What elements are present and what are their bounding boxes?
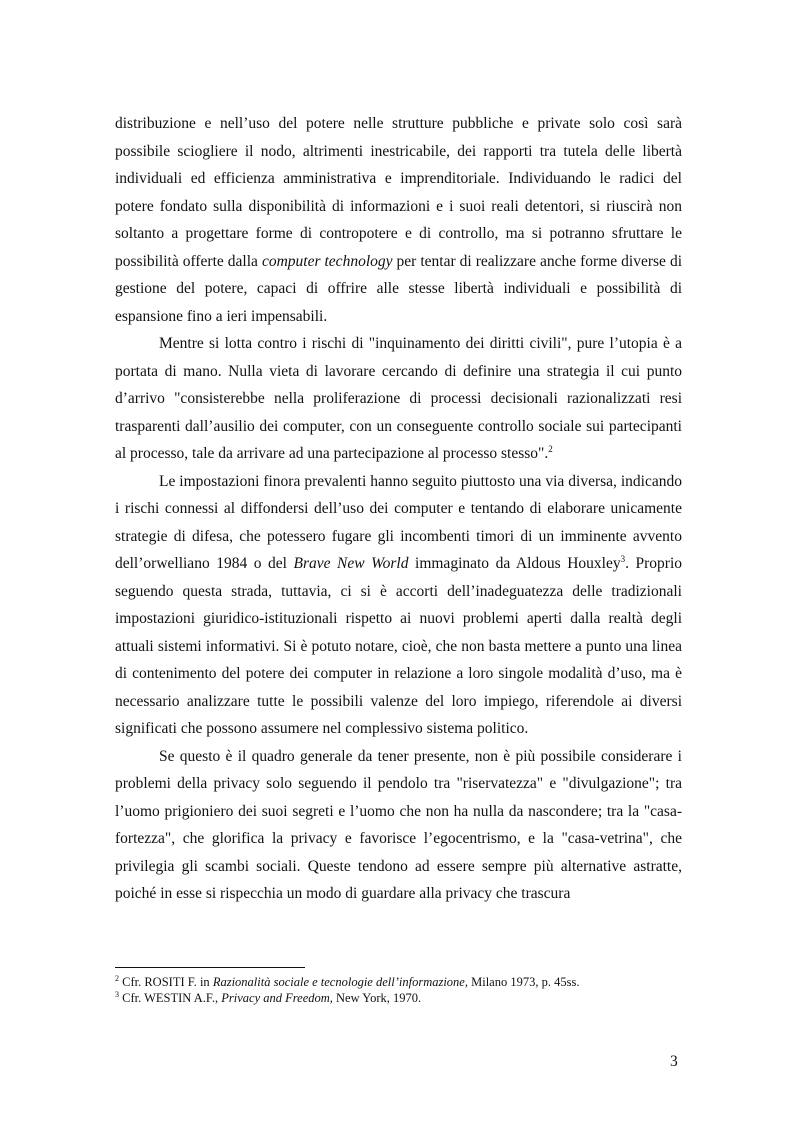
- text-segment: Mentre si lotta contro i rischi di "inquinamento dei diritti civili", pure l’utopia è a portata di mano. Nulla vieta di lavorare cercando di definire una strategia il cui punto d’arrivo "consisterebbe nella proliferazione di processi decisionali razionalizzati resi trasparenti dall’ausilio dei computer, con un conseguente controllo sociale sui partecipanti al processo, tale da arrivare ad una partecipazione al processo stesso".: [115, 335, 682, 462]
- footnote-marker: 2: [115, 973, 119, 983]
- paragraph: [115, 110, 682, 330]
- text-segment: Le impostazioni finora prevalenti hanno seguito piuttosto una via diversa, indicando i rischi connessi al diffondersi dell’uso dei computer e tentando di elaborare unicamente strategie di difesa, che potessero fugare gli incombenti timori di un imminente avvento dell’orwelliano 1984 o del: [115, 472, 682, 572]
- footnotes: [115, 974, 682, 1006]
- italic-text: Brave New World: [293, 555, 409, 572]
- paragraph: [115, 330, 682, 468]
- text-segment: Se questo è il quadro generale da tener presente, non è più possibile considerare i problemi della privacy solo seguendo il pendolo tra "riservatezza" e "divulgazione"; tra l’uomo prigioniero dei suoi segreti e l’uomo che non ha nulla da nascondere; tra la "casa-fortezza", che glorifica la privacy e favorisce l’egocentrismo, e la "casa-vetrina", che privilegia gli scambi sociali. Queste tendono ad essere sempre più alternative astratte, poiché in esse si rispecchia un modo di guardare alla privacy che trascura: [115, 747, 682, 902]
- italic-text: Razionalità sociale e tecnologie dell’informazione,: [212, 975, 468, 989]
- paragraph: [115, 468, 682, 743]
- footnote-marker: 3: [620, 553, 626, 564]
- footnote-marker: 3: [115, 989, 119, 999]
- text-segment: New York, 1970.: [332, 991, 422, 1005]
- italic-text: Privacy and Freedom,: [221, 991, 333, 1005]
- paragraph: [115, 743, 682, 908]
- text-segment: . Proprio seguendo questa strada, tuttavia, ci si è accorti dell’inadeguatezza delle tradizionali impostazioni giuridico-istituzionali rispetto ai nuovi problemi aperti dalla realtà degli attuali sistemi informativi. Si è potuto notare, cioè, che non basta mettere a punto una linea di contenimento del potere dei computer in relazione a loro singole modalità d’uso, ma è necessario analizzare tutte le possibili valenze del loro impiego, riferendole ai diversi significati che possono assumere nel complessivo sistema politico.: [115, 555, 683, 737]
- text-segment: immaginato da Aldous Houxley: [408, 555, 621, 572]
- text-segment: Cfr. WESTIN A.F.,: [119, 991, 222, 1005]
- footnote: [115, 974, 682, 990]
- body-text: [115, 110, 682, 908]
- text-segment: Milano 1973, p. 45ss.: [467, 975, 580, 989]
- footnote-separator: [115, 967, 305, 968]
- text-segment: Cfr. ROSITI F. in: [119, 975, 213, 989]
- italic-text: computer technology: [261, 252, 393, 270]
- text-segment: per tentar di realizzare anche forme diverse di gestione del potere, capaci di offrire alle stesse libertà individuali e possibilità di espansione fino a ieri impensabili.: [115, 252, 683, 325]
- page-number: 3: [670, 1053, 678, 1070]
- footnote-marker: 2: [548, 443, 553, 454]
- footnote: [115, 990, 682, 1006]
- text-segment: distribuzione e nell’uso del potere nelle strutture pubbliche e private solo così sarà possibile sciogliere il nodo, altrimenti inestricabile, dei rapporti tra tutela delle libertà individuali ed efficienza amministrativa e imprenditoriale. Individuando le radici del potere fondato sulla disponibilità di informazioni e i suoi reali detentori, si riuscirà non soltanto a progettare forme di contropotere e di controllo, ma si potranno sfruttare le possibilità offerte dalla: [115, 115, 682, 270]
